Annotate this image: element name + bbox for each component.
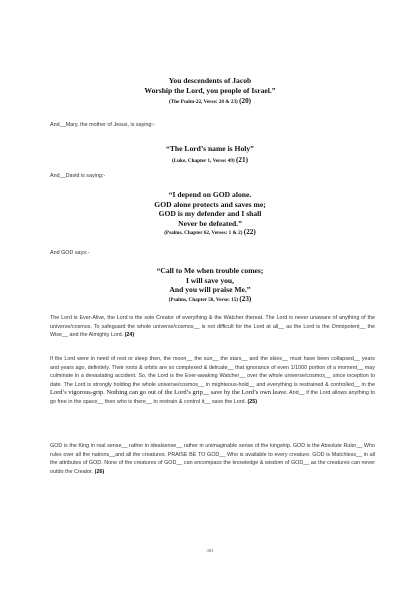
quote-reference — [60, 295, 360, 304]
quote-line: “The Lord’s name is Holy” — [166, 144, 254, 153]
paragraph-text: If the Lord were in need of rest or sleep then, the moon__ the sun__ the stars__ and the skies__ must have been collapsed__ years and years ago, definitely. Their roots & orbits are so complexed & delicate__ that ignorance of even 1/1000 portion of a moment__ may culminate in a devastating accident. So, the Lord is the Ever-awaking Watcher__ over the whole universe/cosmos__ since inception to date. The Lord is strongly holding the whole universe/cosmos__ in mighteous-hold__ and everything is restrained & controlled__ in the — [50, 356, 375, 388]
reference-text: (Psalms, Chapter 50, Verse: 15) — [168, 297, 239, 303]
reference-text: (Luke, Chapter 1, Verse: 49) — [171, 158, 235, 164]
reference-number: (22) — [243, 228, 256, 236]
reference-number: (21) — [236, 156, 248, 164]
quote-line: You descendents of Jacob — [168, 76, 252, 85]
paragraph-25 — [50, 355, 375, 407]
quote-line: GOD is my defender and I shall — [158, 209, 262, 219]
quote-line: Worship the Lord, you people of Israel.” — [144, 85, 276, 95]
quote-psalms-50 — [60, 266, 360, 295]
quote-line: Never be defeated.” — [178, 218, 242, 228]
quote-reference — [60, 97, 360, 106]
paragraph-serif-text: Lord’s vigorous-grip. Nothing can go out of the Lord’s grip__ save by the Lord’s own leave. — [50, 389, 288, 397]
reference-number: (20) — [239, 97, 252, 105]
quote-reference — [60, 156, 360, 165]
paragraph-text: The Lord is Ever-Alive, the Lord is the sole Creator of everything & the Watcher thereat. The Lord is never unaware of anything of the universe/cosmos. To safeguard the whole universe/cosmos__ is not difficult for the Lord at all__ as the Lord is the Omnipotent__ the Wise__ and the Almighty Lord. — [50, 315, 375, 339]
quote-line: “Call to Me when trouble comes; — [156, 266, 264, 275]
intro-god: And GOD says:- — [50, 250, 90, 256]
quote-line: GOD alone protects and saves me; — [154, 199, 266, 209]
paragraph-26 — [50, 442, 375, 476]
paragraph-number: (24) — [124, 332, 135, 339]
quote-luke-1 — [60, 144, 360, 154]
reference-number: (23) — [239, 295, 252, 303]
quote-line: “I depend on GOD alone. — [168, 190, 252, 199]
quote-psalm-22 — [60, 76, 360, 95]
paragraph-text: GOD is the King in real sense__ rather in idealsense__ rather in unimaginable sense of the kingship. GOD is the Absolute Ruler__ Who rules over all the nations__and all the creatures. PRAISE BE TO GOD__ Who is available to every creature. GOD is Matchless__ in all the attributes of GOD. None of the creatures of GOD__ can encompass the knowledge & wisdom of GOD__ as the creatures can never outdo the Creator. — [50, 443, 375, 475]
paragraph-number: (25) — [247, 398, 258, 405]
paragraph-24 — [50, 314, 375, 340]
page-number: 303 — [206, 548, 214, 553]
intro-mary: And__Mary, the mother of Jesus, is saying:- — [50, 122, 155, 128]
quote-line: I will save you, — [185, 275, 235, 285]
quote-reference — [60, 228, 360, 237]
intro-david: And__David is saying:- — [50, 173, 106, 179]
quote-line: And you will praise Me.” — [169, 285, 251, 295]
paragraph-number: (26) — [94, 468, 105, 475]
reference-text: (Psalms, Chapter 62, Verses: 1 & 2) — [164, 230, 243, 236]
paragraph-text-tail: And__ if the Lord allows anything to go free in the space__ then who is there__ to restrain & control it__ save the Lord. — [50, 390, 376, 405]
quote-psalms-62 — [60, 190, 360, 228]
reference-text: (The Psalm-22, Verse: 28 & 23) — [168, 99, 238, 105]
